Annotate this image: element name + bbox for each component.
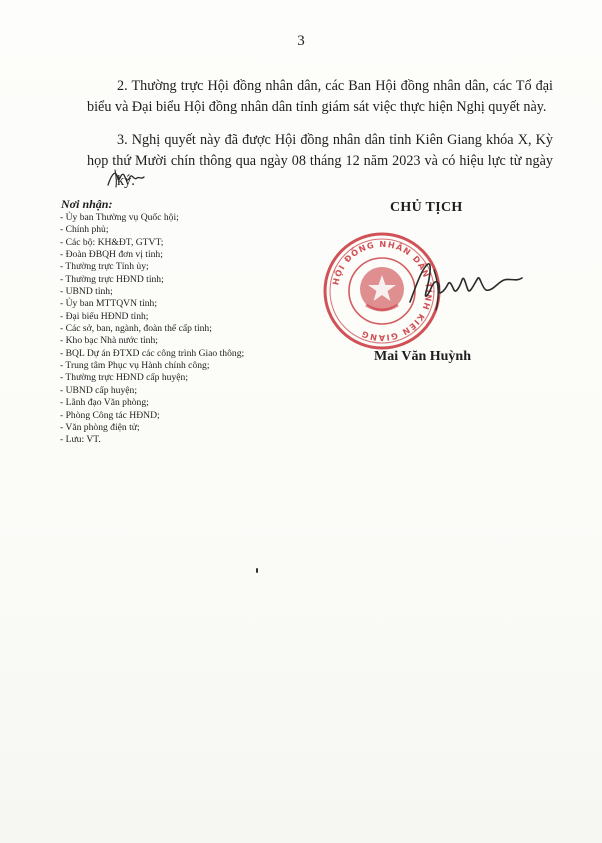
- list-item: - Đoàn ĐBQH đơn vị tỉnh;: [60, 249, 163, 261]
- list-item: - Phòng Công tác HĐND;: [60, 409, 160, 421]
- list-item: - Thường trực HĐND tỉnh;: [60, 273, 164, 285]
- initials-signature-icon: [106, 165, 146, 191]
- clause-3-last-word: ký.: [117, 173, 135, 189]
- signer-name: Mai Văn Huỳnh: [374, 349, 471, 364]
- recipients-title: Nơi nhận:: [61, 197, 113, 211]
- list-item: - UBND cấp huyện;: [60, 384, 137, 396]
- list-item: - Trung tâm Phục vụ Hành chính công;: [60, 360, 210, 372]
- list-item: - UBND tỉnh;: [60, 286, 113, 298]
- list-item: - Thường trực HĐND cấp huyện;: [60, 372, 188, 384]
- list-item: - Chính phủ;: [60, 224, 109, 236]
- list-item: - Kho bạc Nhà nước tỉnh;: [60, 335, 158, 347]
- chairman-signature-icon: [406, 256, 526, 314]
- list-item: - Các sở, ban, ngành, đoàn thể cấp tỉnh;: [60, 323, 212, 335]
- article-clause-3: [87, 130, 553, 192]
- list-item: - Các bộ: KH&ĐT, GTVT;: [60, 236, 164, 248]
- list-item: - BQL Dự án ĐTXD các công trình Giao thông;: [60, 347, 245, 359]
- list-item: - Lưu: VT.: [60, 434, 101, 446]
- recipients-list: [60, 212, 244, 447]
- svg-text:HỘI ĐỒNG NHÂN DÂN TỈNH KIÊN GI: HỘI ĐỒNG NHÂN DÂN TỈNH KIÊN GIANG: [330, 238, 435, 344]
- list-item: - Lãnh đạo Văn phòng;: [60, 397, 149, 409]
- list-item: - Ủy ban Thường vụ Quốc hội;: [60, 212, 179, 223]
- list-item: - Ủy ban MTTQVN tỉnh;: [60, 298, 157, 310]
- chairman-title: CHỦ TỊCH: [390, 200, 463, 215]
- clause-3-text: 3. Nghị quyết này đã được Hội đồng nhân dân tỉnh Kiên Giang khóa X, Kỳ họp thứ Mười chín thông qua ngày 08 tháng 12 năm 2023 và có hiệu lực từ ngày: [87, 132, 553, 169]
- page-number: 3: [297, 33, 305, 49]
- list-item: - Thường trực Tỉnh ủy;: [60, 261, 149, 273]
- list-item: - Văn phòng điện tử;: [60, 421, 140, 433]
- list-item: - Đại biểu HĐND tỉnh;: [60, 310, 149, 322]
- stray-mark: [256, 568, 258, 573]
- article-clause-2: 2. Thường trực Hội đồng nhân dân, các Ban Hội đồng nhân dân, các Tổ đại biểu và Đại biểu Hội đồng nhân dân tỉnh giám sát việc thực hiện Nghị quyết này.: [87, 78, 553, 115]
